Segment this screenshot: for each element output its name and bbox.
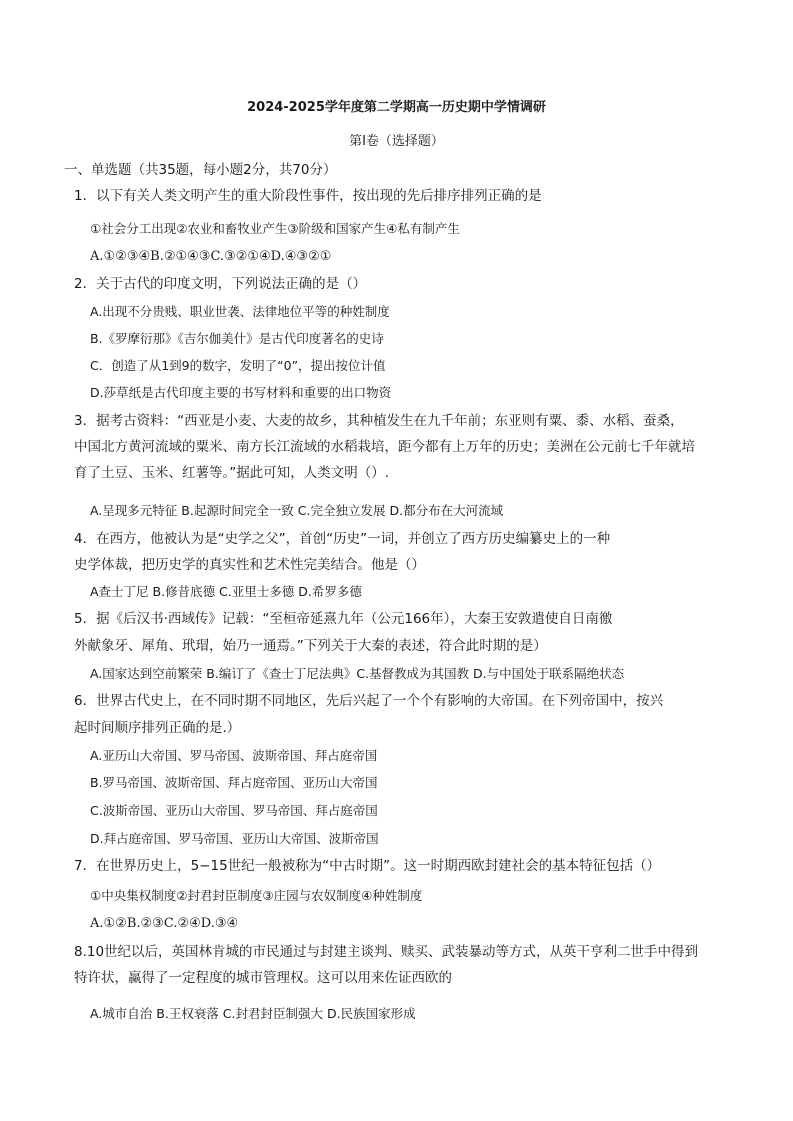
- question-6-line-1: 6．世界古代史上，在不同时期不同地区，先后兴起了一个个有影响的大帝国。在下列帝国中，按兴: [74, 693, 664, 709]
- question-2-option-b: B.《罗摩衍那》《吉尔伽美什》是古代印度著名的史诗: [90, 331, 384, 346]
- question-4-line-2: 史学体裁，把历史学的真实性和艺术性完美结合。他是（）: [74, 557, 425, 573]
- question-7-stem: 7．在世界历史上，5−15世纪一般被称为“中古时期”。这一时期西欧封建社会的基本特征包括（）: [74, 858, 661, 874]
- question-8-line-1: 8.10世纪以后，英国林肯城的市民通过与封建主谈判、赎买、武装暴动等方式，从英干亨利二世手中得到: [74, 944, 699, 960]
- question-1-stem: 1．以下有关人类文明产生的重大阶段性事件，按出现的先后排序排列正确的是: [74, 188, 542, 204]
- question-8-options: A.城市自治 B.王权衰落 C.封君封臣制强大 D.民族国家形成: [90, 1006, 416, 1021]
- question-4-options: A查士丁尼 B.修昔底德 C.亚里士多德 D.希罗多德: [90, 584, 362, 599]
- question-3-line-3: 育了土豆、玉米、红薯等。”据此可知，人类文明（）.: [74, 465, 390, 481]
- question-5-options: A.国家达到空前繁荣 B.编订了《查士丁尼法典》C.基督教成为其国教 D.与中国处于联系隔绝状态: [90, 666, 625, 681]
- question-2-option-d: D.莎草纸是古代印度主要的书写材料和重要的出口物资: [90, 385, 392, 400]
- question-1-items: ①社会分工出现②农业和畜牧业产生③阶级和国家产生④私有制产生: [90, 221, 460, 236]
- question-3-line-1: 3．据考古资料：“西亚是小麦、大麦的故乡，其种植发生在九千年前；东亚则有粟、黍、水稻、蚕桑，: [74, 413, 684, 429]
- question-6-option-c: C.波斯帝国、亚历山大帝国、罗马帝国、拜占庭帝国: [90, 803, 378, 818]
- question-1-options: A.①②③④B.②①④③C.③②①④D.④③②①: [90, 249, 332, 264]
- section-heading: 一、单选题（共35题，每小题2分，共70分）: [64, 162, 337, 178]
- question-7-items: ①中央集权制度②封君封臣制度③庄园与农奴制度④种姓制度: [90, 888, 423, 903]
- question-8-line-2: 特许状，赢得了一定程度的城市管理权。这可以用来佐证西欧的: [74, 970, 452, 986]
- question-7-options: A.①②B.②③C.②④D.③④: [90, 916, 239, 931]
- question-2-option-c: C．创造了从1到9的数字，发明了“0”，提出按位计值: [90, 358, 386, 373]
- question-6-option-b: B.罗马帝国、波斯帝国、拜占庭帝国、亚历山大帝国: [90, 775, 378, 790]
- question-6-option-a: A.亚历山大帝国、罗马帝国、波斯帝国、拜占庭帝国: [90, 748, 378, 763]
- question-2-stem: 2．关于古代的印度文明，下列说法正确的是（）: [74, 276, 367, 292]
- exam-subtitle: 第Ⅰ卷（选择题）: [349, 134, 444, 149]
- question-5-line-1: 5．据《后汉书·西域传》记载：“至桓帝延熹九年（公元166年），大秦王安敦遣使自日南徼: [74, 611, 613, 627]
- question-4-line-1: 4．在西方，他被认为是“史学之父”，首创“历史”一词，并创立了西方历史编纂史上的一种: [74, 531, 611, 547]
- question-3-line-2: 中国北方黄河流域的粟米、南方长江流域的水稻栽培，距今都有上万年的历史；美洲在公元前七千年就培: [74, 439, 695, 455]
- question-6-option-d: D.拜占庭帝国、罗马帝国、亚历山大帝国、波斯帝国: [90, 831, 379, 846]
- question-3-options: A.呈现多元特征 B.起源时间完全一致 C.完全独立发展 D.都分布在大河流域: [90, 503, 504, 518]
- question-6-line-2: 起时间顺序排列正确的是.）: [74, 720, 241, 736]
- question-2-option-a: A.出现不分贵贱、职业世袭、法律地位平等的种姓制度: [90, 304, 390, 319]
- question-5-line-2: 外献象牙、犀角、玳瑁，始乃一通焉。”下列关于大秦的表述，符合此时期的是）: [74, 638, 547, 654]
- exam-title: 2024-2025学年度第二学期高一历史期中学情调研: [247, 100, 546, 115]
